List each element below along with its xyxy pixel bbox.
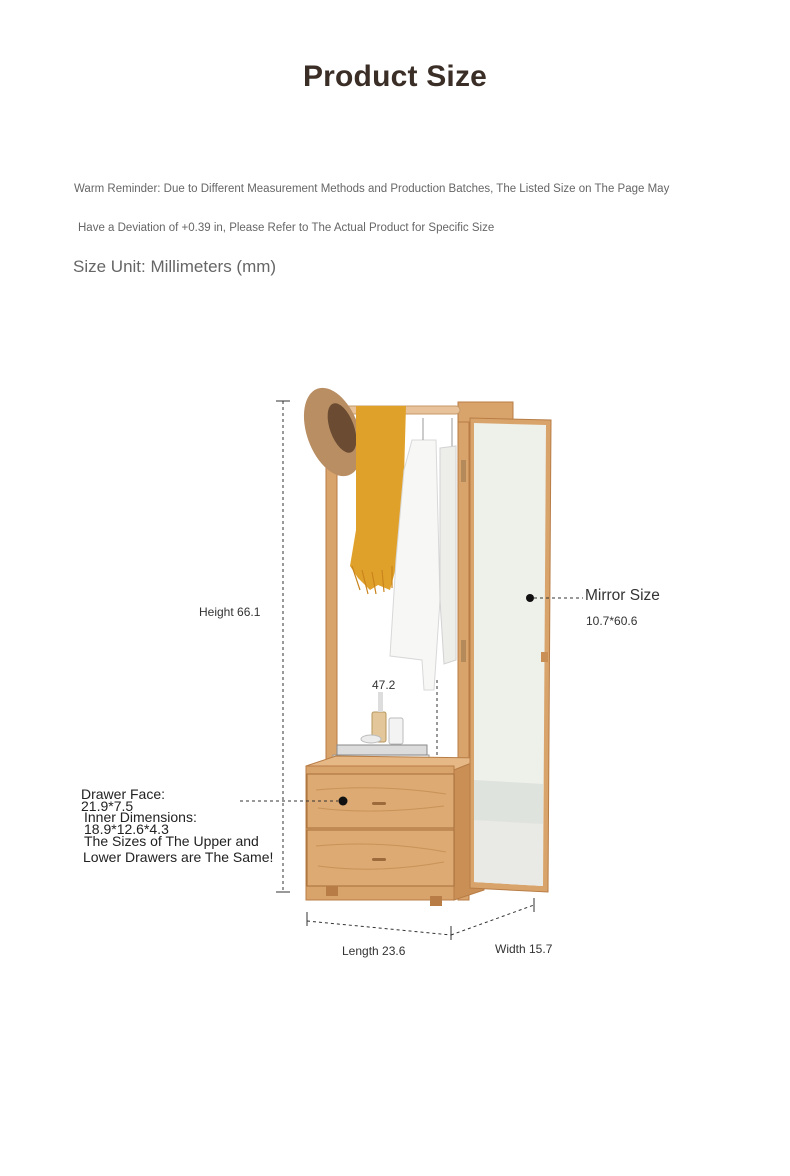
- mirror-size-value: 10.7*60.6: [586, 614, 638, 628]
- mirror: [461, 418, 551, 892]
- drawer-face-size: 21.9*7.5: [81, 798, 134, 814]
- height-indicator: [276, 401, 290, 892]
- page-title: Product Size: [302, 60, 488, 93]
- length-label: Length 23.6: [342, 944, 406, 958]
- width-label: Width 15.7: [495, 942, 553, 956]
- drawer-face-label: Drawer Face:: [81, 786, 166, 802]
- drawer-note-line-2: Lower Drawers are The Same!: [83, 849, 274, 865]
- width-indicator: [451, 898, 534, 935]
- mirror-size-title: Mirror Size: [585, 587, 660, 604]
- drawer-cabinet: [306, 756, 484, 906]
- size-unit: Size Unit: Millimeters (mm): [73, 257, 277, 276]
- drawer-inner-size: 18.9*12.6*4.3: [84, 821, 169, 837]
- reminder-line-1: Warm Reminder: Due to Different Measurement Methods and Production Batches, The Listed Size on The Page May: [74, 183, 670, 195]
- drawer-inner-label: Inner Dimensions:: [84, 809, 197, 825]
- drawer-note-line-1: The Sizes of The Upper and: [84, 833, 259, 849]
- books-and-bottles: [333, 692, 429, 764]
- reminder-line-2: Have a Deviation of +0.39 in, Please Refer to The Actual Product for Specific Size: [78, 222, 495, 234]
- length-indicator: [307, 912, 451, 940]
- inner-height-label: 47.2: [372, 678, 396, 692]
- height-label: Height 66.1: [199, 605, 261, 619]
